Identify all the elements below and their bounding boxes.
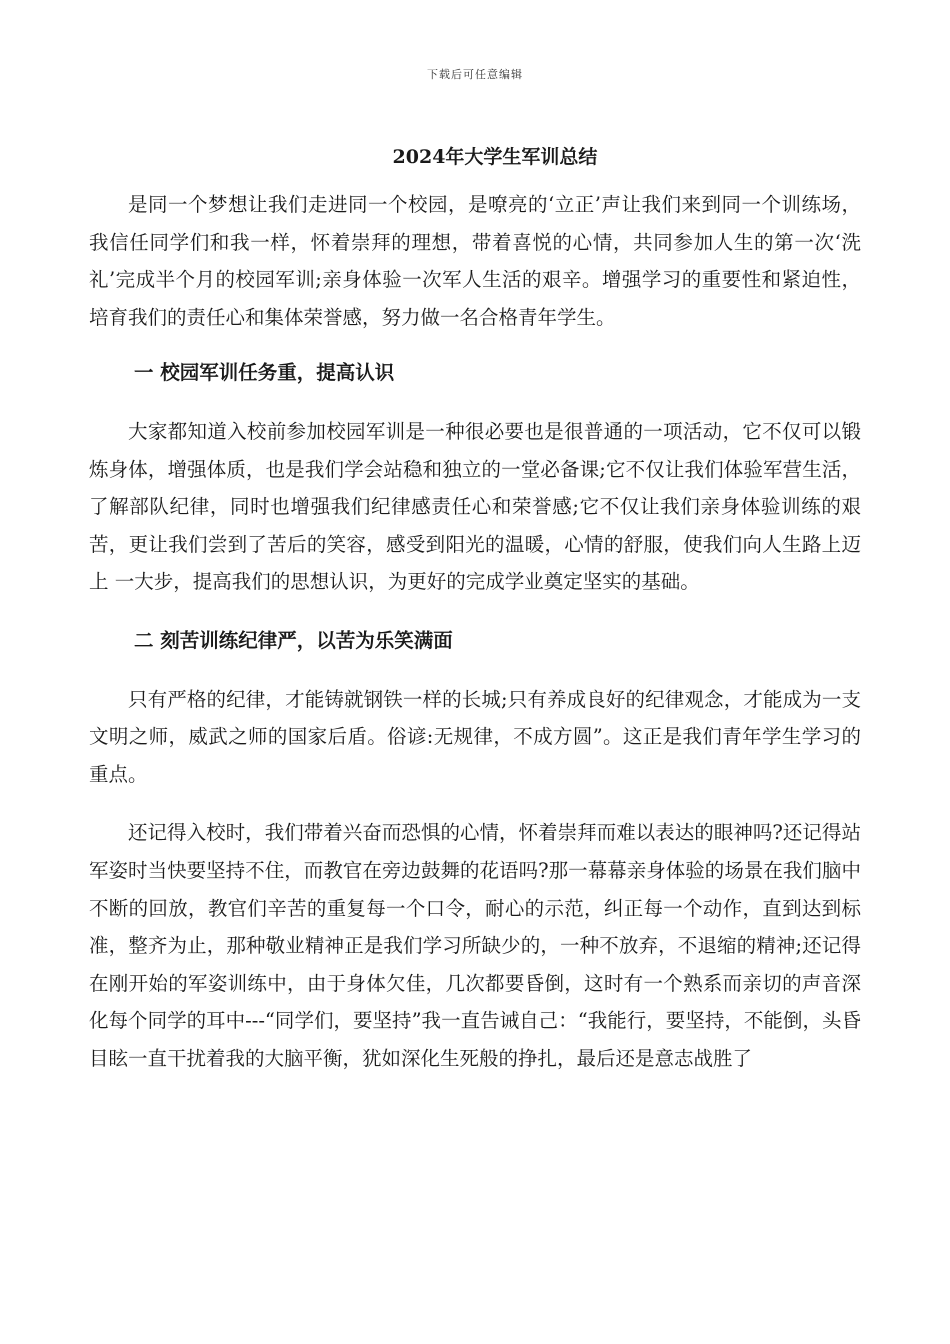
section-2-heading: 二 刻苦训练纪律严，以苦为乐笑满面 [134, 628, 453, 652]
section-1-paragraph: 大家都知道入校前参加校园军训是一种很必要也是很普通的一项活动，它不仅可以锻炼身体，增强体质，也是我们学会站稳和独立的一堂必备课;它不仅让我们体验军营生活，了解部队纪律，同时也增强我们纪律感责任心和荣誉感;它不仅让我们亲身体验训练的艰苦，更让我们尝到了苦后的笑容，感受到阳光的温暖，心情的舒服，使我们向人生路上迈上 一大步，提高我们的思想认识，为更好的完成学业奠定坚实的基础。 [89, 419, 861, 594]
intro-paragraph: 是同一个梦想让我们走进同一个校园，是嘹亮的‘立正’声让我们来到同一个训练场，我信任同学们和我一样，怀着崇拜的理想，带着喜悦的心情，共同参加人生的第一次‘洗礼’完成半个月的校园军训;亲身体验一次军人生活的艰辛。增强学习的重要性和紧迫性，培育我们的责任心和集体荣誉感，努力做一名合格青年学生。 [89, 193, 861, 329]
document-title: 2024年大学生军训总结 [392, 146, 598, 168]
header-note: 下载后可任意编辑 [427, 68, 523, 81]
section-2-paragraph-2: 还记得入校时，我们带着兴奋而恐惧的心情，怀着崇拜而难以表达的眼神吗?还记得站军姿时当快要坚持不住，而教官在旁边鼓舞的花语吗?那一幕幕亲身体验的场景在我们脑中不断的回放，教官们辛苦的重复每一个口令，耐心的示范，纠正每一个动作，直到达到标准，整齐为止，那种敬业精神正是我们学习所缺少的，一种不放弃，不退缩的精神;还记得在刚开始的军姿训练中，由于身体欠佳，几次都要昏倒，这时有一个熟系而亲切的声音深化每个同学的耳中---“同学们，要坚持”我一直告诫自己：“我能行，要坚持，不能倒，头昏目眩一直干扰着我的大脑平衡，犹如深化生死般的挣扎，最后还是意志战胜了 [89, 821, 861, 1070]
section-1-heading: 一 校园军训任务重，提高认识 [134, 361, 395, 385]
document-body [89, 142, 861, 1077]
section-2-paragraph-1: 只有严格的纪律，才能铸就钢铁一样的长城;只有养成良好的纪律观念，才能成为一支文明之师，威武之师的国家后盾。俗谚:无规律，不成方圆”。这正是我们青年学生学习的重点。 [89, 687, 861, 786]
